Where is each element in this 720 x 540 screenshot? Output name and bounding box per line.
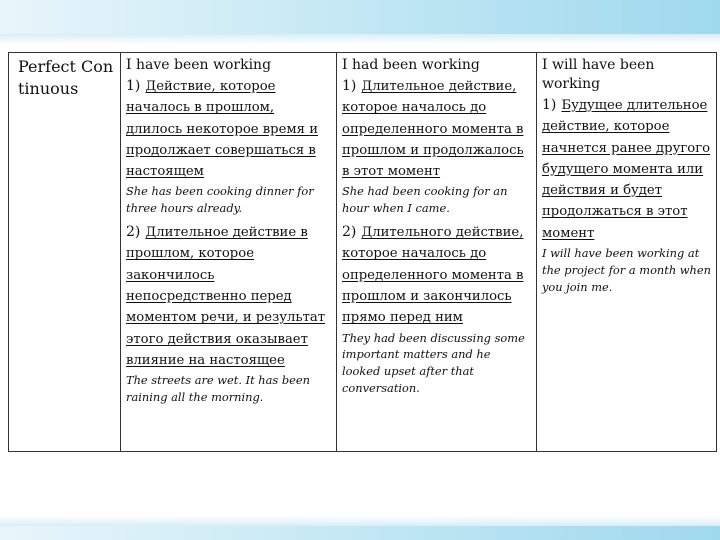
bottom-decor-band bbox=[0, 526, 720, 540]
tense-name: Perfect Continuous bbox=[18, 57, 114, 98]
example-sentence: She had been cooking for an hour when I came. bbox=[342, 184, 508, 216]
example-sentence: I will have been working at the project for a month when you join me. bbox=[542, 246, 711, 294]
meaning-number: 2) bbox=[126, 224, 141, 241]
grammar-table bbox=[8, 52, 717, 452]
example-sentence: They had been discussing some important matters and he looked upset after that conversation. bbox=[342, 330, 525, 395]
meaning-number: 2) bbox=[342, 224, 357, 241]
future-perfect-continuous-cell bbox=[537, 53, 717, 452]
past-perfect-continuous-cell bbox=[337, 53, 537, 452]
meaning-number: 1) bbox=[342, 78, 357, 94]
meaning-number: 1) bbox=[126, 78, 141, 94]
column-heading: I had been working bbox=[342, 57, 480, 73]
meaning-description: Будущее длительное действие, которое начнется ранее другого будущего момента или действия и будет продолжаться в этот момент bbox=[542, 98, 711, 241]
column-heading: I will have been working bbox=[542, 57, 655, 92]
meaning-description: Длительное действие, которое началось до определенного момента в прошлом и продолжалось в этот момент bbox=[342, 79, 524, 180]
meaning-text bbox=[126, 221, 332, 370]
meaning-number: 1) bbox=[542, 97, 557, 113]
meaning-text bbox=[542, 94, 712, 243]
meaning-text bbox=[342, 221, 532, 327]
tense-name-cell bbox=[9, 53, 121, 452]
example-sentence: The streets are wet. It has been raining all the morning. bbox=[126, 373, 310, 404]
meaning-description: Длительного действие, которое началось до определенного момента в прошлом и закончилось прямо перед ним bbox=[342, 225, 524, 326]
table-row bbox=[9, 53, 717, 452]
column-heading: I have been working bbox=[126, 57, 272, 73]
meaning-text bbox=[342, 75, 532, 181]
present-perfect-continuous-cell bbox=[121, 53, 337, 452]
meaning-text bbox=[126, 75, 332, 181]
example-sentence: She has been cooking dinner for three hours already. bbox=[126, 184, 314, 216]
meaning-description: Длительное действие в прошлом, которое закончилось непосредственно перед моментом речи, и результат этого действия оказывает влияние на настоящее bbox=[126, 225, 326, 368]
meaning-description: Действие, которое началось в прошлом, длилось некоторое время и продолжает совершаться в настоящем bbox=[126, 79, 318, 180]
top-decor-band bbox=[0, 0, 720, 34]
